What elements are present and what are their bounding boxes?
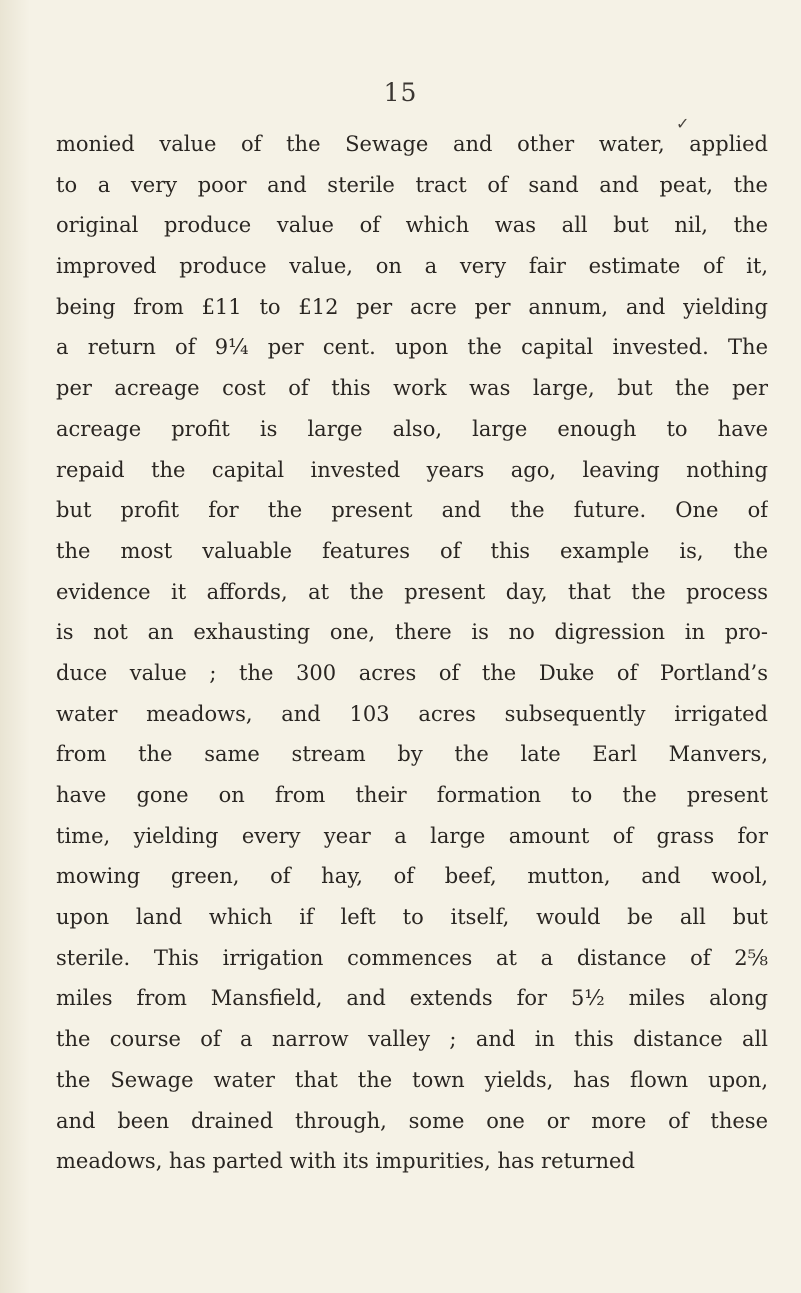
text-line: have gone on from their formation to the present [56, 783, 768, 807]
text-line: and been drained through, some one or more of these [56, 1108, 768, 1133]
text-line: evidence it affords, at the present day, that the process [56, 579, 768, 604]
text-line: water meadows, and 103 acres subsequently irrigated [56, 701, 768, 726]
text-line: the Sewage water that the town yields, has flown upon, [56, 1067, 768, 1092]
text-line: is not an exhausting one, there is no digression in pro- [56, 620, 768, 645]
text-line: to a very poor and sterile tract of sand and peat, the [56, 172, 768, 197]
text-line: acreage profit is large also, large enough to have [56, 416, 768, 441]
text-line: miles from Mansfield, and extends for 5½ miles along [56, 986, 768, 1011]
page-gutter-shadow [0, 0, 30, 1293]
text-line: time, yielding every year a large amount of grass for [56, 823, 768, 848]
text-line: original produce value of which was all but nil, the [56, 213, 768, 238]
text-line: per acreage cost of this work was large, but the per [56, 376, 768, 401]
text-line: improved produce value, on a very fair estimate of it, [56, 254, 768, 279]
text-line: from the same stream by the late Earl Manvers, [56, 742, 768, 767]
text-line: but profit for the present and the future. One of [56, 498, 768, 523]
text-line: duce value ; the 300 acres of the Duke of Portland’s [56, 660, 768, 685]
pencil-tick-mark: ✓ [676, 114, 690, 133]
text-line: the course of a narrow valley ; and in this distance all [56, 1027, 768, 1052]
text-line: repaid the capital invested years ago, leaving nothing [56, 457, 768, 482]
text-line: upon land which if left to itself, would be all but [56, 905, 768, 930]
text-line: a return of 9¼ per cent. upon the capital invested. The [56, 335, 768, 360]
text-line: meadows, has parted with its impurities, has returned [56, 1149, 635, 1174]
text-line: mowing green, of hay, of beef, mutton, and wool, [56, 864, 768, 889]
text-line: sterile. This irrigation commences at a distance of 2⅝ [56, 945, 768, 970]
body-paragraph [56, 124, 768, 1182]
text-line: monied value of the Sewage and other water, applied [56, 132, 768, 156]
text-line: being from £11 to £12 per acre per annum, and yielding [56, 294, 768, 319]
text-line: the most valuable features of this example is, the [56, 538, 768, 563]
page-number: 15 [383, 78, 418, 107]
